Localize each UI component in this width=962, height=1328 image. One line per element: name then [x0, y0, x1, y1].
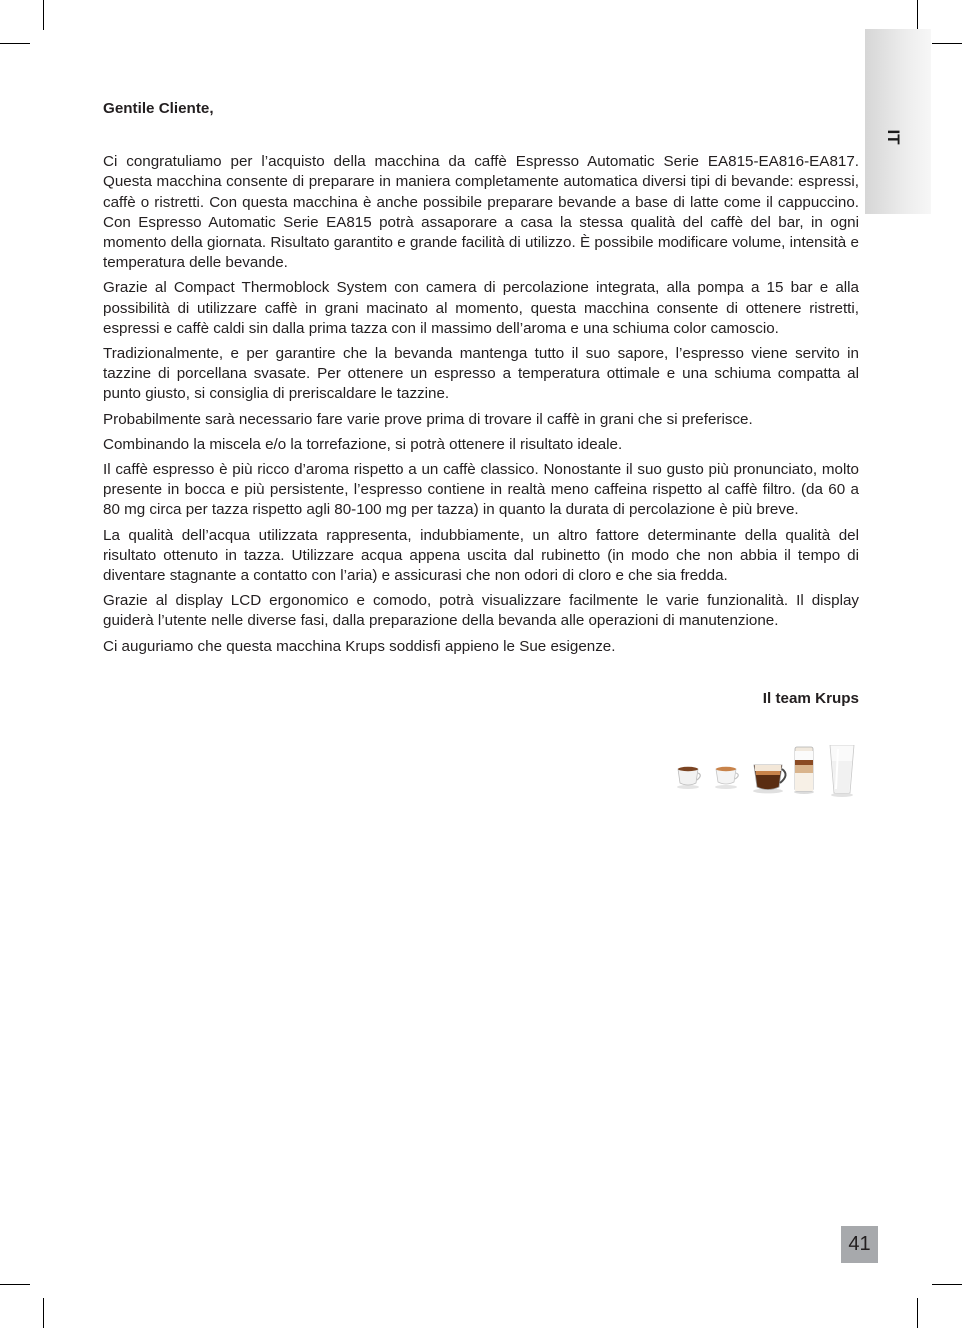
paragraph: Combinando la miscela e/o la torrefazione, si potrà ottenere il risultato ideale. — [103, 435, 623, 453]
crop-mark — [0, 1284, 30, 1285]
crop-mark — [43, 0, 44, 30]
crop-mark — [932, 1284, 962, 1285]
greeting: Gentile Cliente, — [103, 100, 214, 117]
crop-mark — [917, 1298, 918, 1328]
paragraph: La qualità dell’acqua utilizzata rappresenta, indubbiamente, un altro fattore determinante della qualità del risultato ottenuto in tazza. Utilizzare acqua appena uscita dal rubinetto (in modo che non abbia il tempo di diventare stagnante a contatto con l’aria) e assicurasi che non odori di cloro e che sia fredda. — [103, 526, 859, 585]
espresso-cup-icon — [677, 767, 700, 789]
crop-mark — [0, 43, 30, 44]
paragraph: Probabilmente sarà necessario fare varie prove prima di trovare il caffè in grani che si preferisce. — [103, 410, 753, 428]
coffee-cups-illustration — [672, 745, 862, 807]
latte-macchiato-glass-icon — [794, 747, 814, 794]
crop-mark — [917, 0, 918, 30]
paragraph: Il caffè espresso è più ricco d’aroma rispetto a un caffè classico. Nonostante il suo gusto più pronunciato, molto presente in bocca e più persistente, l’espresso contiene in realtà meno caffeina rispetto al caffè filtro. (da 60 a 80 mg circa per tazza rispetto agli 80-100 mg per tazza) in quanto la durata di percolazione è più breve. — [103, 461, 859, 519]
cappuccino-glass-icon — [753, 765, 786, 793]
letter-body — [103, 99, 859, 724]
paragraph: Ci auguriamo che questa macchina Krups soddisfi appieno le Sue esigenze. — [103, 637, 616, 655]
crop-mark — [43, 1298, 44, 1328]
page-number: 41 — [841, 1226, 878, 1263]
paragraph: Tradizionalmente, e per garantire che la bevanda mantenga tutto il suo sapore, l’espresso viene servito in tazzine di porcellana svasate. Per ottenere un espresso a temperatura ottimale e una schiuma compatta al punto giusto, si consiglia di preriscaldare le tazzine. — [103, 345, 859, 403]
ristretto-cup-icon — [715, 767, 738, 789]
paragraph: Grazie al Compact Thermoblock System con camera di percolazione integrata, alla pompa a 15 bar e alla possibilità di utilizzare caffè in grani macinato al momento, questa macchina consente di ottenere ristretti, espressi e caffè caldi sin dalla prima tazza con il massimo dell’aroma e una schiuma color camoscio. — [103, 279, 859, 337]
paragraph: Grazie al display LCD ergonomico e comodo, potrà visualizzare facilmente le varie funzionalità. Il display guiderà l’utente nelle diverse fasi, dalla preparazione della bevanda alle operazioni di manutenzione. — [103, 592, 859, 630]
crop-mark — [932, 43, 962, 44]
language-tab-label: IT — [884, 129, 903, 145]
paragraph: Ci congratuliamo per l’acquisto della macchina da caffè Espresso Automatic Serie EA815-EA816-EA817. Questa macchina consente di preparare in maniera completamente automatica diversi tipi di bevande: espressi, caffè o ristretti. Con questa macchina è anche possibile preparare bevande a base di latte come il cappuccino. Con Espresso Automatic Serie EA815 potrà assaporare a casa la stessa qualità del caffè del bar, in ogni momento della giornata. Risultato garantito e grande facilità di utilizzo. È possibile modificare volume, intensità e temperatura delle bevande. — [103, 153, 859, 272]
milk-glass-icon — [830, 745, 854, 797]
signature: Il team Krups — [762, 689, 859, 707]
